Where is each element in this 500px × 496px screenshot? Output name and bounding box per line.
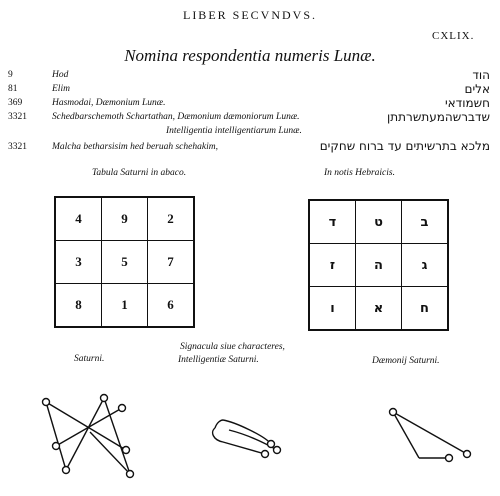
row-number: 3321 [8,142,27,152]
square-cell: 9 [102,197,148,241]
square-cell: 4 [55,197,102,241]
row-hebrew: חשמודאי [444,96,490,110]
row-number: 81 [8,84,18,94]
row-latin: Elim [52,84,70,94]
row-number: 9 [8,70,13,80]
row-hebrew: הוד [472,68,490,82]
hebrew-cell: ו [309,287,356,331]
row-latin: Hod [52,70,69,80]
square-cell: 7 [148,241,195,284]
folio-number: CXLIX. [432,30,475,42]
hebrew-table-caption: In notis Hebraicis. [324,168,395,178]
signacula-heading: Signacula siue characteres, [180,342,285,352]
running-title: LIBER SECVNDVS. [182,8,317,22]
row-latin: Intelligentia intelligentiarum Lunæ. [166,126,302,136]
square-cell: 8 [55,284,102,328]
square-cell: 3 [55,241,102,284]
hebrew-cell: ט [356,200,402,244]
hebrew-cell: ב [402,200,449,244]
square-cell: 2 [148,197,195,241]
row-latin: Schedbarschemoth Schartathan, Dæmonium dæmoniorum Lunæ. [52,112,300,122]
row-hebrew: מלכא בתרשיתים עד ברוח שחקים [319,139,490,153]
hebrew-cell: ד [309,200,356,244]
intelligence-sigil-icon [205,410,295,470]
hebrew-cell: ז [309,244,356,287]
square-cell: 6 [148,284,195,328]
row-number: 3321 [8,112,27,122]
daemonii-caption: Dæmonij Saturni. [372,356,440,366]
saturn-square-table [54,196,195,328]
hebrew-cell: ה [356,244,402,287]
hebrew-cell: ג [402,244,449,287]
row-hebrew: שדברשהמעתשרתתן [387,110,490,124]
square-cell: 1 [102,284,148,328]
hebrew-square-table [308,199,449,331]
hebrew-cell: א [356,287,402,331]
row-number: 369 [8,98,23,108]
row-hebrew: אלים [464,82,490,96]
abacus-caption: Tabula Saturni in abaco. [92,168,187,178]
row-latin: Hasmodai, Dæmonium Lunæ. [52,98,166,108]
hebrew-cell: ח [402,287,449,331]
row-latin: Malcha betharsisim hed beruah schehakim, [52,142,218,152]
daemon-sigil-icon [385,400,475,470]
intelligentiae-caption: Intelligentiæ Saturni. [178,355,259,365]
page-title: Nomina respondentia numeris Lunæ. [124,46,376,65]
saturni-caption: Saturni. [74,354,105,364]
saturn-sigil-icon [30,388,160,488]
square-cell: 5 [102,241,148,284]
